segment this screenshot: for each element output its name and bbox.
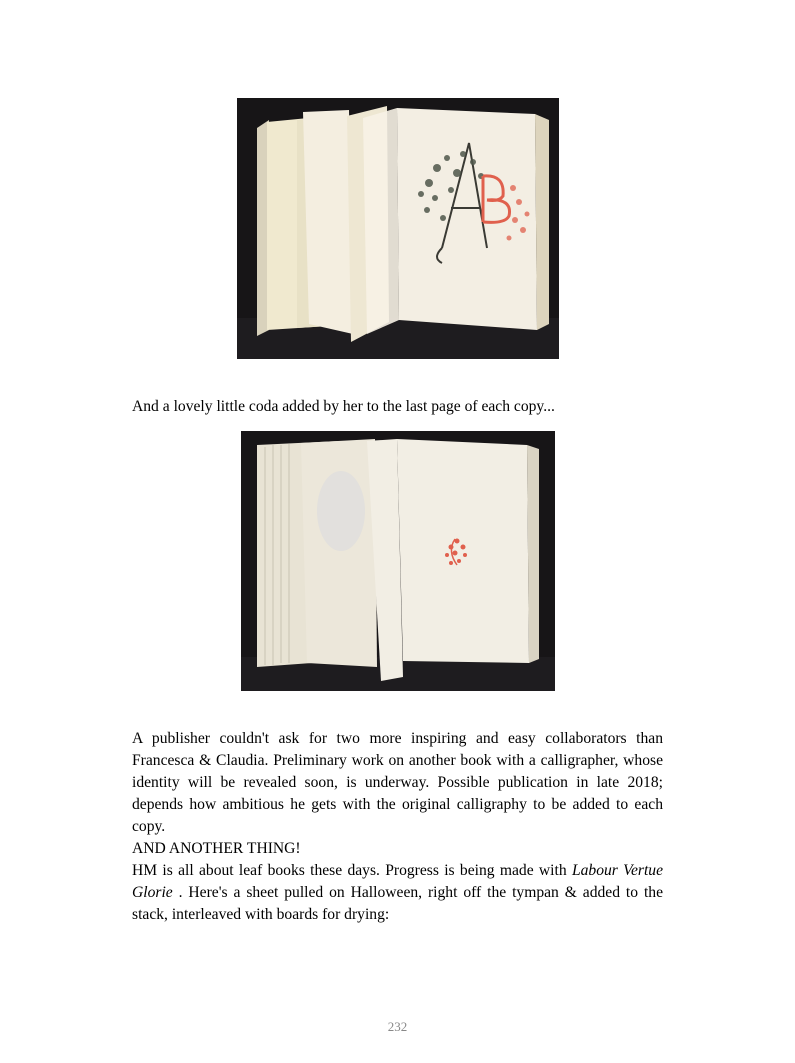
page-number: 232 [387,1019,408,1034]
book-photo-coda [241,431,555,691]
paragraph-leaf-books-end: . Here's a sheet pulled on Halloween, right off the tympan & added to the stack, interleaved with boards for drying: [132,884,663,923]
paragraph-leaf-books-start: HM is all about leaf books these days. Progress is being made with [132,862,572,879]
book-photo-ab-initials [237,98,559,359]
section-heading: AND ANOTHER THING! [132,840,301,857]
book-title: Labour Vertue Glorie [132,862,663,901]
paragraph-leaf-books [132,860,663,926]
photo-caption: And a lovely little coda added by her to the last page of each copy... [132,398,555,415]
paragraph-collaborators: A publisher couldn't ask for two more inspiring and easy collaborators than Francesca & Claudia. Preliminary work on another book with a calligrapher, whose identity will be revealed soon, is underway. Possible publication in late 2018; depends how ambitious he gets with the original calligraphy to be added to each copy. [132,730,663,835]
